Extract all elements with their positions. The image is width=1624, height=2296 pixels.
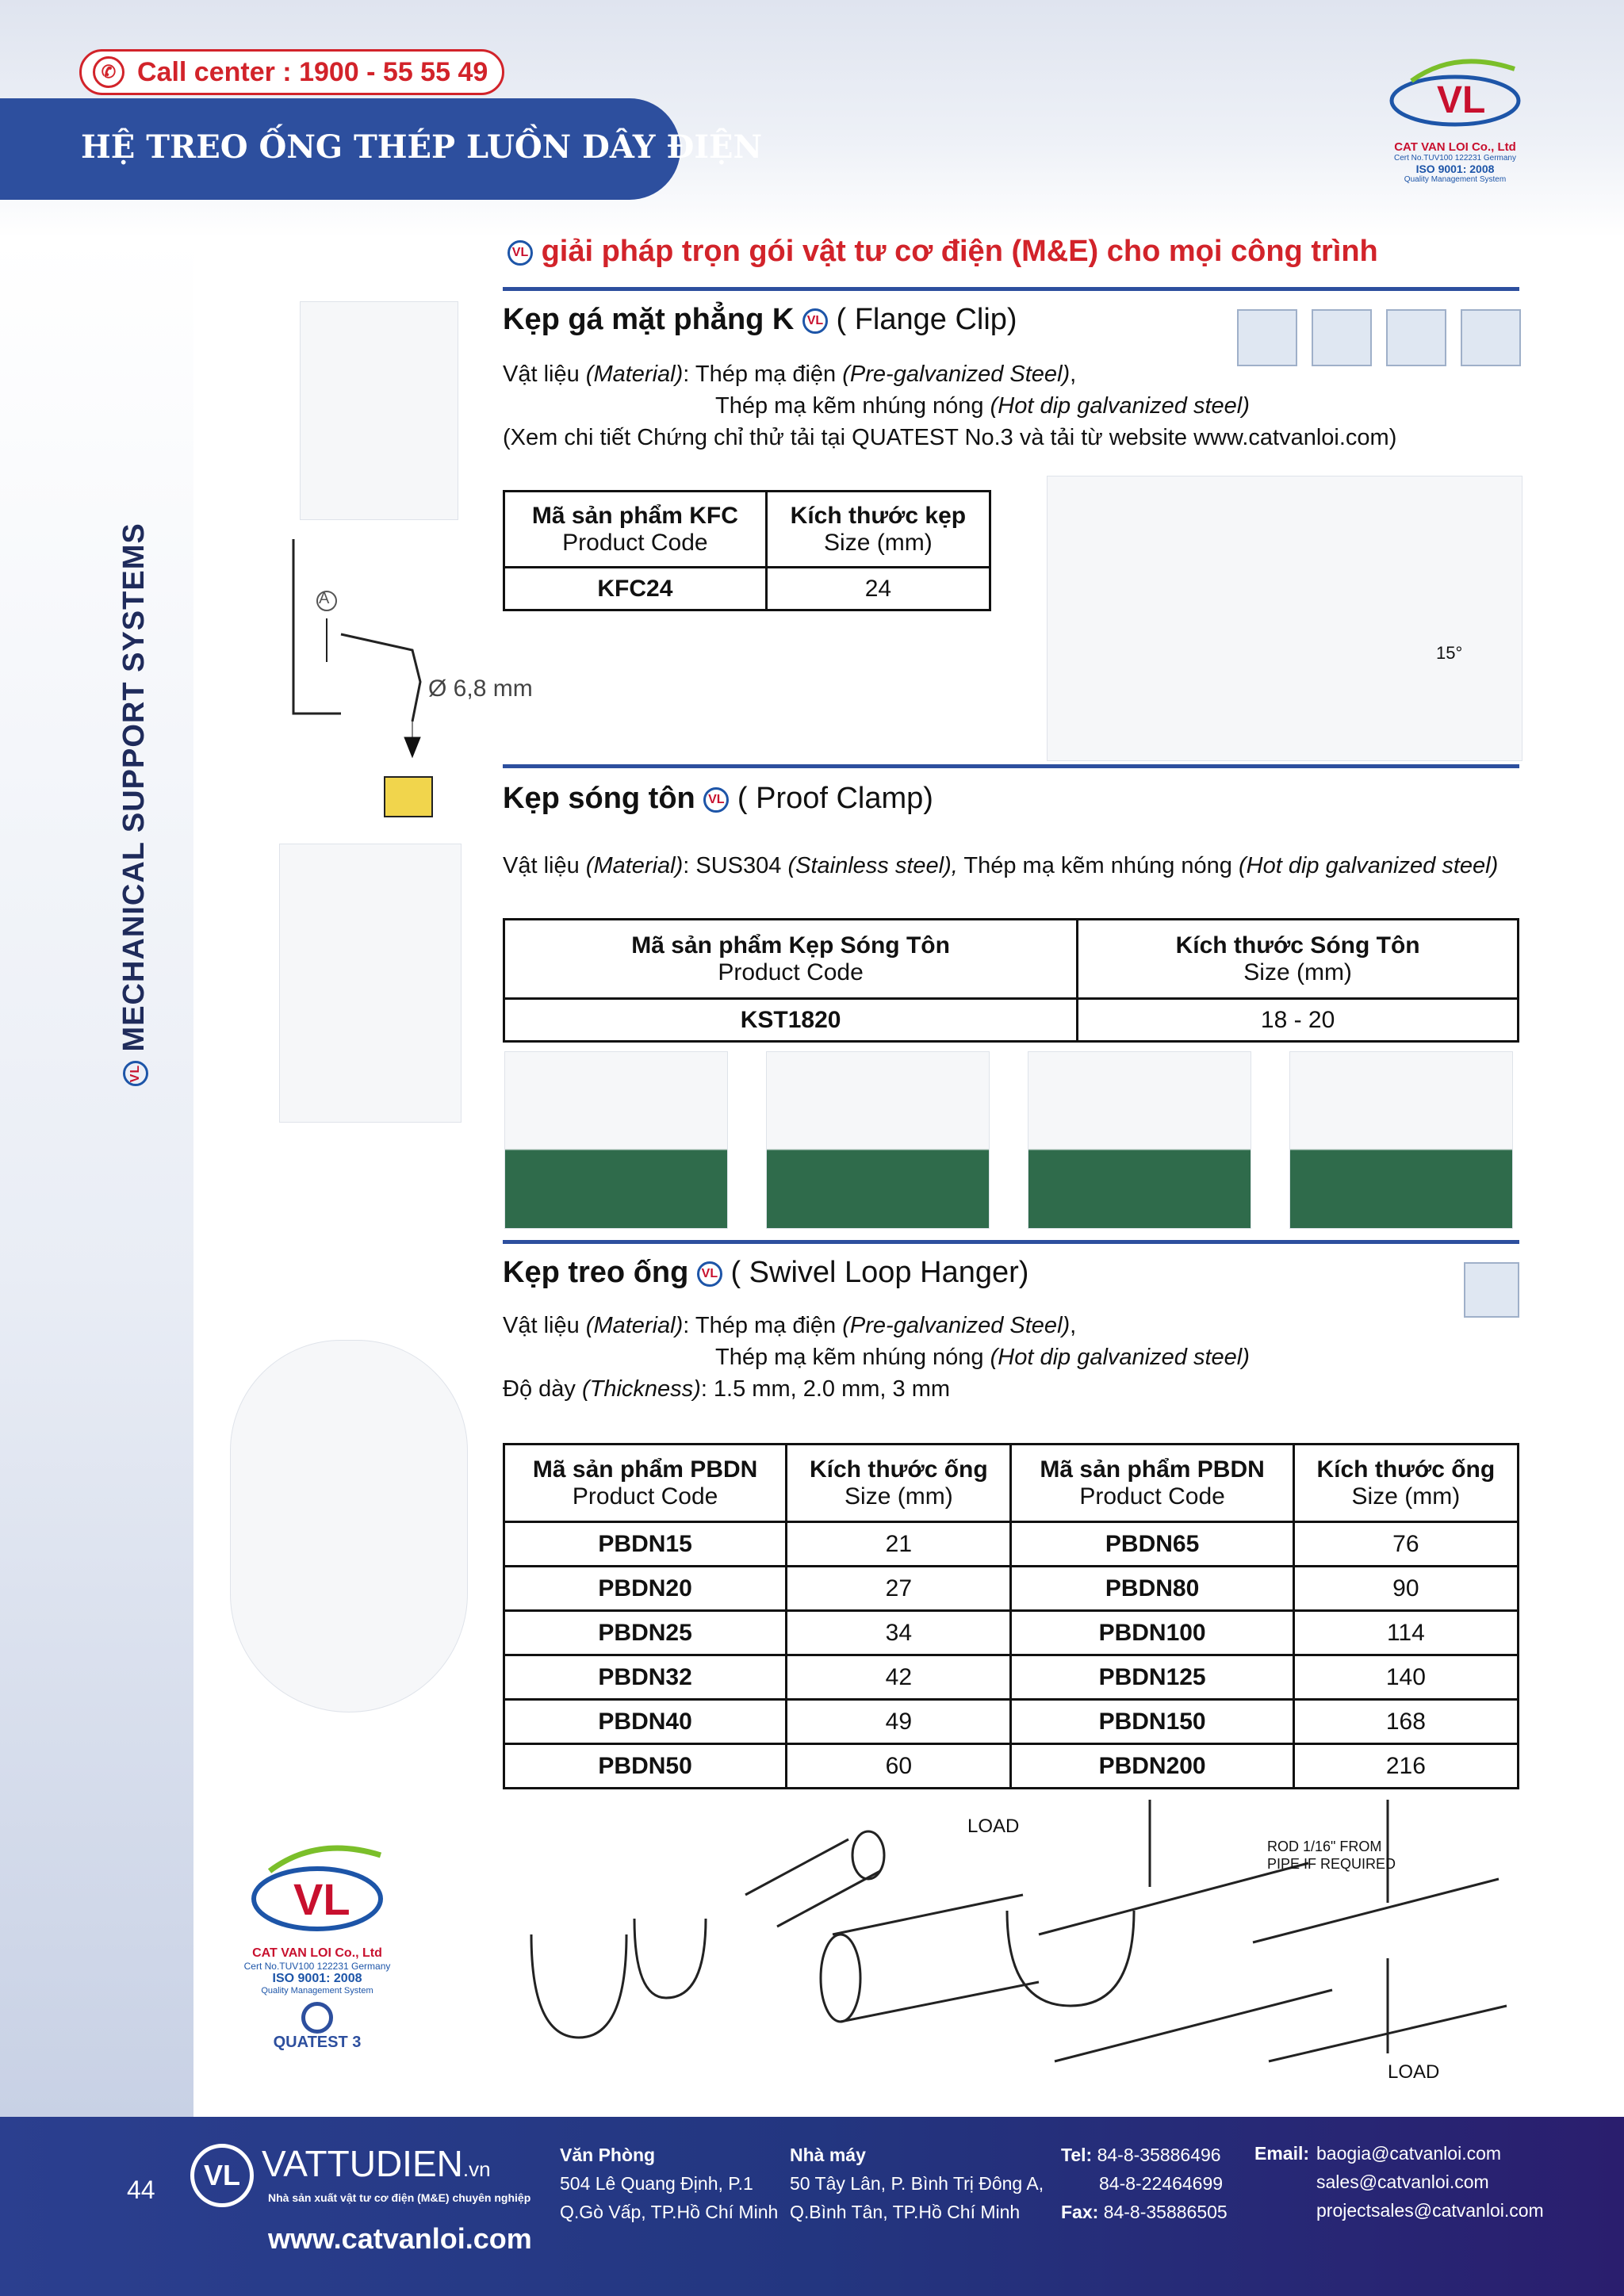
footer-website[interactable]: www.catvanloi.com (268, 2222, 532, 2255)
profile-thumbnail (1312, 309, 1372, 366)
page-title: HỆ TREO ỐNG THÉP LUỒN DÂY ĐIỆN (81, 128, 763, 166)
profile-thumbnail (1461, 309, 1521, 366)
proof-clamp-table: Mã sản phẩm Kẹp Sóng Tôn Product Code Kích thước Sóng Tôn Size (mm) KST1820 18 - 20 (503, 918, 1519, 1043)
cvl-footer-icon: VL (190, 2144, 254, 2207)
swivel-hanger-title: Kẹp treo ống VL ( Swivel Loop Hanger) (503, 1256, 1029, 1289)
proof-material: Vật liệu (Material): SUS304 (Stainless steel), Thép mạ kẽm nhúng nóng (Hot dip galvanized steel) (503, 853, 1499, 878)
call-center-badge[interactable]: ✆ Call center : 1900 - 55 55 49 (79, 49, 504, 95)
flange-profile-thumbnails (1237, 309, 1522, 368)
title-band (0, 98, 763, 200)
proof-photo (1289, 1051, 1513, 1229)
divider (503, 1240, 1519, 1244)
swivel-thickness: Độ dày (Thickness): 1.5 mm, 2.0 mm, 3 mm (503, 1376, 951, 1402)
swivel-material: Vật liệu (Material): Thép mạ điện (Pre-galvanized Steel), (503, 1313, 1077, 1338)
divider (503, 764, 1519, 768)
email-info: Email: (1254, 2143, 1310, 2164)
quatest-icon (301, 2002, 333, 2034)
svg-text:VL: VL (1437, 79, 1486, 121)
cvl-small-icon: VL (703, 787, 729, 813)
proof-clamp-photos (504, 1051, 1521, 1229)
table-row: PBDN25 34 PBDN100 114 (504, 1611, 1519, 1655)
office-info: Văn Phòng 504 Lê Quang Định, P.1 Q.Gò Vấp, TP.Hồ Chí Minh (560, 2145, 779, 2222)
cvl-small-icon: VL (697, 1261, 722, 1287)
flange-installation-illustration: 15° (1047, 476, 1522, 761)
table-row: PBDN32 42 PBDN125 140 (504, 1655, 1519, 1700)
flange-material: Vật liệu (Material): Thép mạ điện (Pre-galvanized Steel), (503, 362, 1077, 387)
cvl-logo-icon (238, 1839, 396, 1942)
cvl-logo-icon (1380, 57, 1530, 136)
swivel-hanger-table: Mã sản phẩm PBDN Product Code Kích thước ống Size (mm) Mã sản phẩm PBDN Product Code Kích thước ống Size (mm) PBDN15 21 PBDN65 76 PBDN20 27 PBDN80 90 PBDN25 34 PBDN100 114 PBDN32 42 PBDN125 140 PBDN40 49 PBDN150 168 PBDN50 60 PBDN200 216 (503, 1443, 1519, 1789)
proof-clamp-photo (279, 844, 462, 1123)
proof-photo (1028, 1051, 1251, 1229)
table-row: PBDN20 27 PBDN80 90 (504, 1567, 1519, 1611)
divider (503, 287, 1519, 291)
side-title: VL MECHANICAL SUPPORT SYSTEMS (117, 522, 151, 1086)
email-list[interactable]: baogia@catvanloi.com sales@catvanloi.com projectsales@catvanloi.com (1316, 2143, 1544, 2221)
flange-clip-photo (300, 301, 458, 520)
page-number: 44 (127, 2175, 155, 2204)
flange-note: (Xem chi tiết Chứng chỉ thử tải tại QUATEST No.3 và tải từ website www.catvanloi.com) (503, 425, 1397, 450)
table-row: KFC24 24 (504, 568, 990, 610)
proof-clamp-title: Kẹp sóng tôn VL ( Proof Clamp) (503, 782, 933, 815)
cvl-small-icon: VL (508, 240, 533, 266)
proof-photo (504, 1051, 728, 1229)
cvl-small-icon: VL (123, 1061, 148, 1086)
profile-thumbnail (1237, 309, 1297, 366)
swivel-material-2: Thép mạ kẽm nhúng nóng (Hot dip galvanized steel) (715, 1345, 1250, 1370)
flange-clip-table: Mã sản phẩm KFC Product Code Kích thước kẹp Size (mm) KFC24 24 (503, 490, 991, 611)
table-row: KST1820 18 - 20 (504, 999, 1519, 1042)
footer: 44 VL VATTUDIEN.vn Nhà sản xuất vật tư cơ điện (M&E) chuyên nghiệp www.catvanloi.com Văn Phòng 504 Lê Quang Định, P.1 Q.Gò Vấp, TP.Hồ Chí Minh Nhà máy 50 Tây Lân, P. Bình Trị Đông A, Q.Bình Tân, TP.Hồ Chí Minh Tel: 84-8-35886496 84-8-22464699 Fax: 84-8-35886505 Email: baogia@catvanloi.com sales@catvanloi.com projectsales@catvanloi.com (0, 2117, 1624, 2296)
flange-material-2: Thép mạ kẽm nhúng nóng (Hot dip galvanized steel) (715, 393, 1250, 419)
threaded-rod-thumbnail (1464, 1262, 1519, 1318)
profile-thumbnail (1386, 309, 1446, 366)
table-row: PBDN15 21 PBDN65 76 (504, 1522, 1519, 1567)
tagline: VL giải pháp trọn gói vật tư cơ điện (M&E) cho mọi công trình (508, 235, 1378, 269)
swivel-hanger-photo (230, 1340, 468, 1712)
flange-clip-title: Kẹp gá mặt phẳng K VL ( Flange Clip) (503, 303, 1017, 336)
cvl-small-icon: VL (802, 308, 828, 334)
phone-icon: ✆ (93, 56, 124, 88)
table-row: PBDN50 60 PBDN200 216 (504, 1744, 1519, 1789)
phone-info: Tel: 84-8-35886496 84-8-22464699 Fax: 84-8-35886505 (1061, 2145, 1228, 2222)
proof-photo (766, 1051, 990, 1229)
factory-info: Nhà máy 50 Tây Lân, P. Bình Trị Đông A, Q.Bình Tân, TP.Hồ Chí Minh (790, 2145, 1044, 2222)
side-band (0, 238, 193, 2117)
table-row: PBDN40 49 PBDN150 168 (504, 1700, 1519, 1744)
svg-text:VL: VL (293, 1874, 350, 1924)
flange-clip-diagram: A Ø 6,8 mm (270, 531, 571, 825)
company-logo: VL CAT VAN LOI Co., Ltd Cert No.TUV100 122231 Germany ISO 9001: 2008 Quality Management System (1380, 57, 1530, 184)
swivel-installation-diagram: LOAD LOAD ROD 1/16" FROM PIPE IF REQUIRED (515, 1800, 1522, 2093)
footer-brand: VATTUDIEN.vn (262, 2143, 491, 2184)
bottom-company-logo: VL CAT VAN LOI Co., Ltd Cert No.TUV100 122231 Germany ISO 9001: 2008 Quality Management System QUATEST 3 (230, 1839, 404, 2101)
